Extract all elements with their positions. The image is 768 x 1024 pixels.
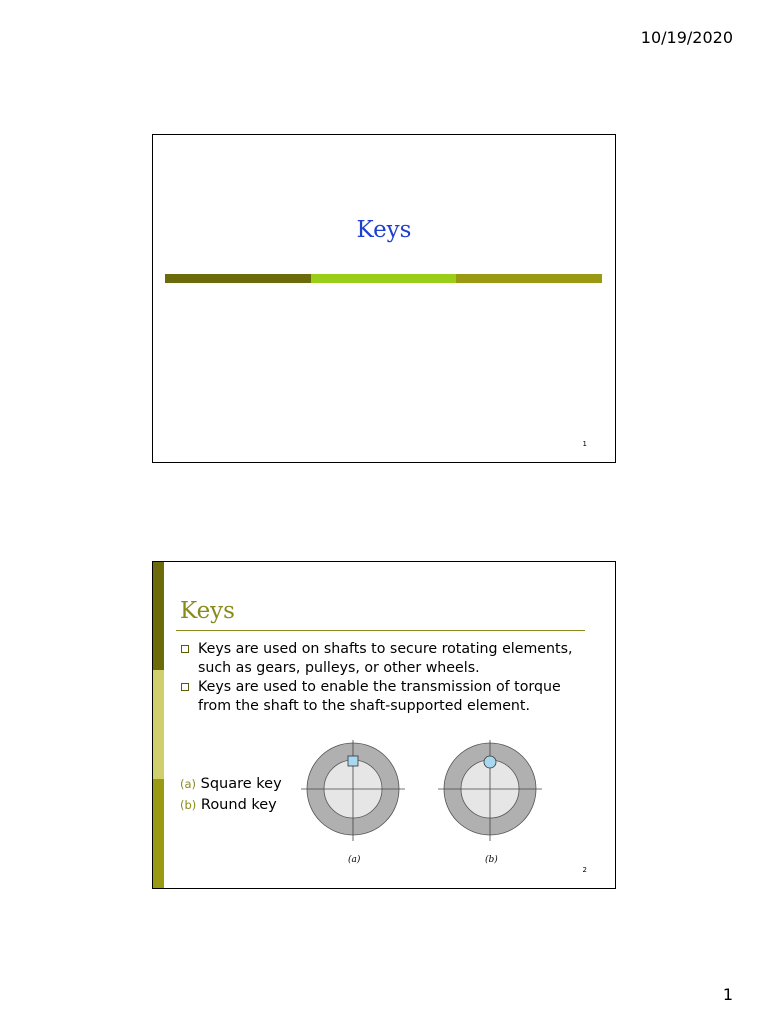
sidebar-segment-2 bbox=[153, 670, 164, 779]
title-rule bbox=[176, 630, 585, 631]
slide-1-title: Keys bbox=[356, 217, 412, 243]
color-bar-segment-2 bbox=[311, 274, 457, 283]
bullet-list bbox=[180, 640, 580, 716]
sidebar-segment-1 bbox=[153, 562, 164, 670]
key-type-item bbox=[180, 795, 282, 816]
key-type-text: Round key bbox=[200, 797, 277, 813]
slide-2 bbox=[152, 561, 616, 889]
figure-label-a: (a) bbox=[348, 855, 361, 865]
key-type-list bbox=[180, 774, 282, 816]
key-type-label: (b) bbox=[180, 798, 197, 812]
key-type-text: Square key bbox=[200, 776, 282, 792]
color-bar-segment-1 bbox=[165, 274, 311, 283]
keys-diagram bbox=[293, 740, 583, 870]
square-bullet-icon bbox=[181, 683, 189, 691]
slide-2-number: 2 bbox=[582, 866, 587, 874]
figure-label-b: (b) bbox=[485, 855, 498, 865]
key-type-item bbox=[180, 774, 282, 795]
sidebar-segment-3 bbox=[153, 779, 164, 888]
square-key-shape bbox=[348, 756, 358, 766]
bullet-item bbox=[180, 640, 580, 677]
round-key-figure bbox=[438, 740, 542, 865]
round-key-shape bbox=[484, 756, 496, 768]
page-date: 10/19/2020 bbox=[640, 28, 733, 47]
square-key-figure bbox=[301, 740, 405, 865]
bullet-item bbox=[180, 678, 580, 715]
bullet-text: Keys are used on shafts to secure rotating elements, such as gears, pulleys, or other wheels. bbox=[198, 641, 573, 676]
square-bullet-icon bbox=[181, 645, 189, 653]
color-bar-segment-3 bbox=[456, 274, 602, 283]
slide-2-sidebar bbox=[153, 562, 164, 888]
bullet-text: Keys are used to enable the transmission of torque from the shaft to the shaft-supported element. bbox=[198, 679, 561, 714]
slide-2-title: Keys bbox=[180, 598, 235, 624]
title-color-bar bbox=[165, 274, 602, 283]
slide-1 bbox=[152, 134, 616, 463]
page-number: 1 bbox=[722, 985, 733, 1004]
key-type-label: (a) bbox=[180, 777, 197, 791]
slide-1-number: 1 bbox=[582, 440, 587, 448]
